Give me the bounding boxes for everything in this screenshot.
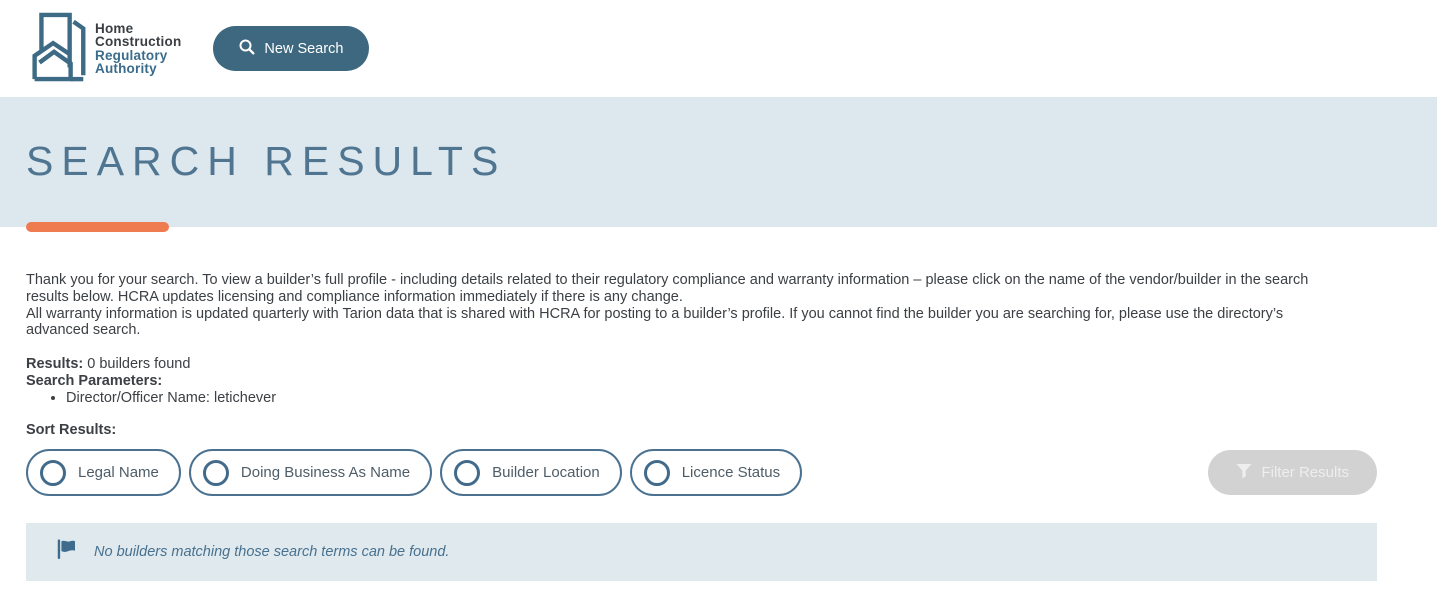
search-icon — [239, 39, 255, 59]
top-header — [0, 0, 1437, 97]
logo-word-authority: Authority — [95, 61, 157, 76]
sort-options-row — [26, 449, 1377, 496]
results-count-line — [26, 356, 1377, 373]
sort-option-label: Legal Name — [78, 464, 159, 482]
sort-option-label: Doing Business As Name — [240, 464, 411, 482]
logo-word-regulatory: Regulatory — [95, 47, 168, 63]
intro-paragraph-1: Thank you for your search. To view a builder’s full profile - including details related to their regulatory compliance and warranty information – please click on the name of the vendor/builder in the search results below. HCRA updates licensing and compliance information immediately if there is any change. — [26, 272, 1309, 305]
sort-option-label: Builder Location — [492, 464, 600, 482]
hcra-logo[interactable] — [26, 9, 181, 88]
sort-option-legal-name[interactable] — [26, 449, 181, 496]
sort-option-builder-location[interactable] — [440, 449, 622, 496]
no-results-banner — [26, 523, 1377, 581]
flag-icon — [55, 538, 77, 566]
new-search-label: New Search — [264, 40, 344, 57]
new-search-button[interactable] — [213, 26, 369, 71]
no-results-message: No builders matching those search terms can be found. — [94, 544, 450, 561]
hcra-logo-wordmark — [95, 22, 181, 76]
filter-funnel-icon — [1236, 463, 1252, 483]
hcra-logo-icon — [26, 9, 88, 88]
radio-icon[interactable] — [644, 460, 670, 486]
radio-icon[interactable] — [203, 460, 229, 486]
search-parameters-line — [26, 373, 1377, 390]
hero-banner — [0, 97, 1437, 227]
intro-text — [26, 272, 1342, 339]
sort-option-doing-business-as-name[interactable] — [189, 449, 432, 496]
filter-results-label: Filter Results — [1261, 464, 1349, 482]
search-parameter-item: • Director/Officer Name: letichever — [66, 390, 1377, 407]
radio-icon[interactable] — [454, 460, 480, 486]
logo-word-home: Home — [95, 20, 134, 36]
sort-option-licence-status[interactable] — [630, 449, 802, 496]
sort-results-label: Sort Results: — [26, 421, 117, 438]
logo-word-construction: Construction — [95, 34, 182, 49]
results-label: Results: — [26, 356, 84, 373]
results-count: 0 builders found — [87, 356, 191, 373]
search-parameters-list — [26, 390, 1377, 407]
sort-option-label: Licence Status — [681, 464, 781, 482]
page-title: SEARCH RESULTS — [26, 138, 507, 184]
orange-accent-bar — [26, 222, 169, 232]
intro-paragraph-2: All warranty information is updated quarterly with Tarion data that is shared with HCRA for posting to a builder’s profile. If you cannot find the builder you are searching for, please use the directory’s advanced search. — [26, 305, 1284, 339]
filter-results-button[interactable] — [1208, 450, 1377, 495]
search-parameters-label: Search Parameters: — [26, 372, 163, 389]
main-content — [0, 272, 1437, 581]
radio-icon[interactable] — [40, 460, 66, 486]
results-summary — [26, 356, 1377, 406]
